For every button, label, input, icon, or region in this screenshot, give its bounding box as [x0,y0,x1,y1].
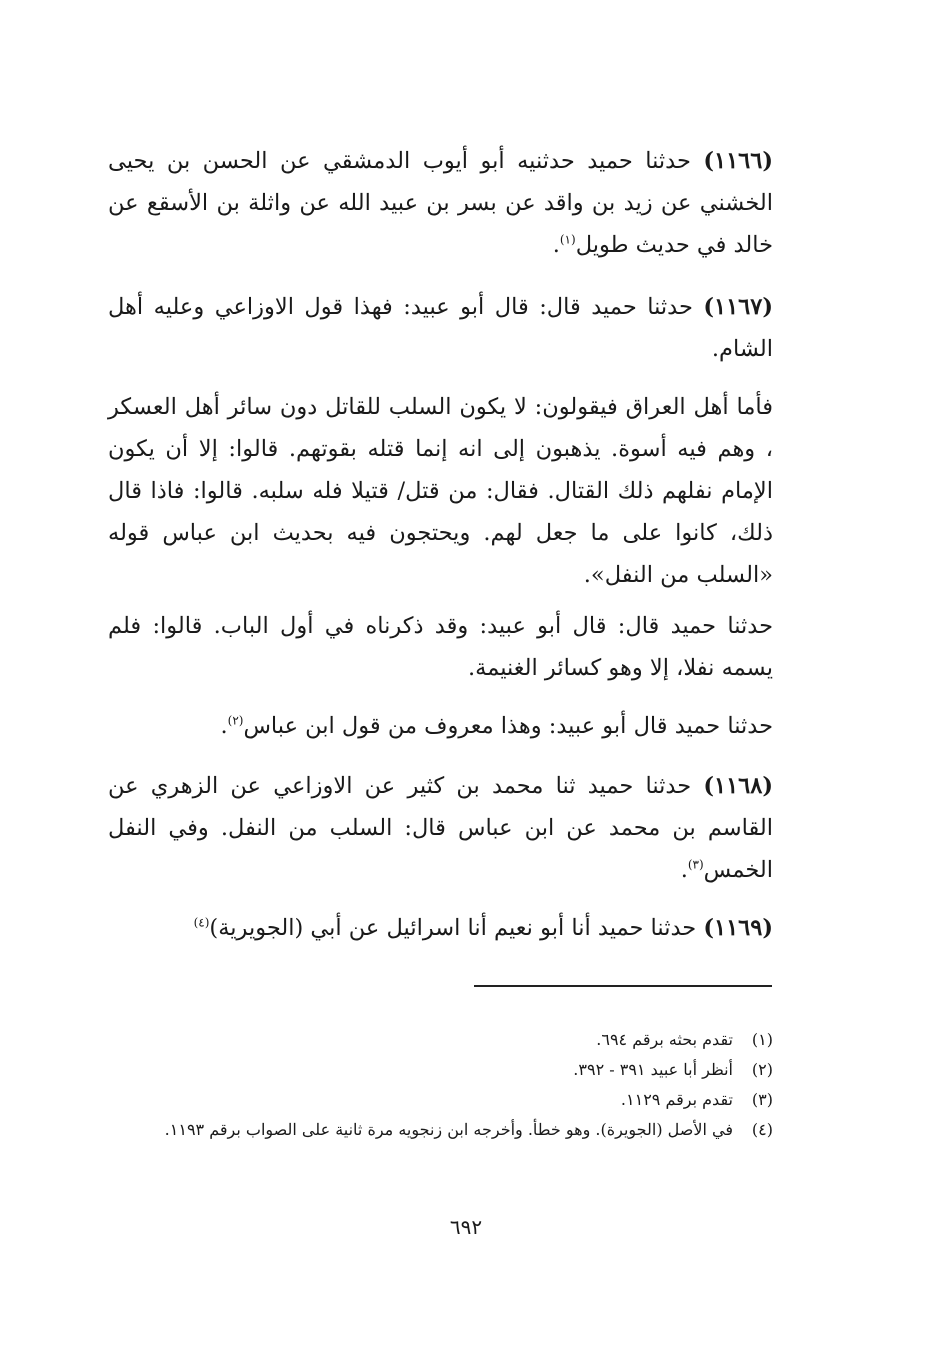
footnote-number: (١) [751,1030,773,1049]
footnote-text: أنظر أبا عبيد ٣٩١ - ٣٩٢. [573,1060,733,1079]
footnote-separator [474,985,772,987]
hadith-number: (١١٦٨) [703,773,773,799]
footnote-item [108,1115,773,1145]
hadith-number: (١١٦٧) [703,294,773,320]
paragraph-1169 [108,907,811,949]
footnote-ref: (١) [559,232,576,247]
paragraph-text: حدثنا حميد أنا أبو نعيم أنا اسرائيل عن أبي (الجويرية) [209,915,704,941]
footnote-text: تقدم بحثه برقم ٦٩٤. [596,1030,733,1049]
paragraph-1167 [108,286,811,370]
paragraph-tail: . [220,713,228,739]
paragraph-text: حدثنا حميد قال: قال أبو عبيد: وقد ذكرناه في أول الباب. قالوا: فلم يسمه نفلا، إلا وهو كسائر الغنيمة. [108,613,773,681]
footnote-text: تقدم برقم ١١٢٩. [620,1090,733,1109]
paragraph-tail: . [680,857,688,883]
hadith-number: (١١٦٩) [703,915,773,941]
footnote-ref: (٤) [193,915,210,930]
footnote-number: (٢) [751,1060,773,1079]
paragraph-iraq [108,386,811,596]
paragraph-hamid-2 [108,705,811,747]
paragraph-text: فأما أهل العراق فيقولون: لا يكون السلب للقاتل دون سائر أهل العسكر ، وهم فيه أسوة. يذهبون إلى انه إنما قتله بقوتهم. قالوا: إلا أن يكون الإمام نفلهم ذلك القتال. فقال: من قتل/ قتيلا فله سلبه. قالوا: فاذا قال ذلك، كانوا على ما جعل لهم. ويحتجون فيه بحديث ابن عباس قوله «السلب من النفل». [108,394,773,588]
paragraph-1166 [108,140,811,266]
footnote-number: (٣) [751,1090,773,1109]
paragraph-text: حدثنا حميد حدثنيه أبو أيوب الدمشقي عن الحسن بن يحيى الخشني عن زيد بن واقد عن بسر بن عبيد الله عن واثلة بن الأسقع عن خالد في حديث طويل [108,148,773,258]
footnote-item [108,1085,773,1115]
paragraph-text: حدثنا حميد قال: قال أبو عبيد: فهذا قول الاوزاعي وعليه أهل الشام. [108,294,773,362]
footnote-ref: (٢) [227,713,244,728]
footnote-ref: (٣) [687,857,704,872]
hadith-number: (١١٦٦) [703,148,773,174]
paragraph-text: حدثنا حميد قال أبو عبيد: وهذا معروف من قول ابن عباس [243,713,773,739]
footnote-item [108,1025,773,1055]
footnote-number: (٤) [751,1120,773,1139]
footnote-text: في الأصل (الجويرة). وهو خطأ. وأخرجه ابن زنجويه مرة ثانية على الصواب برقم ١١٩٣. [164,1120,733,1139]
page-number: ٦٩٢ [449,1215,483,1239]
paragraph-tail: . [552,232,560,258]
paragraph-text: حدثنا حميد ثنا محمد بن كثير عن الاوزاعي عن الزهري عن القاسم بن محمد عن ابن عباس قال: السلب من النفل. وفي النفل الخمس [108,773,773,883]
footnotes [108,1025,773,1145]
footnote-item [108,1055,773,1085]
paragraph-1168 [108,765,811,891]
paragraph-hamid-1 [108,605,811,689]
